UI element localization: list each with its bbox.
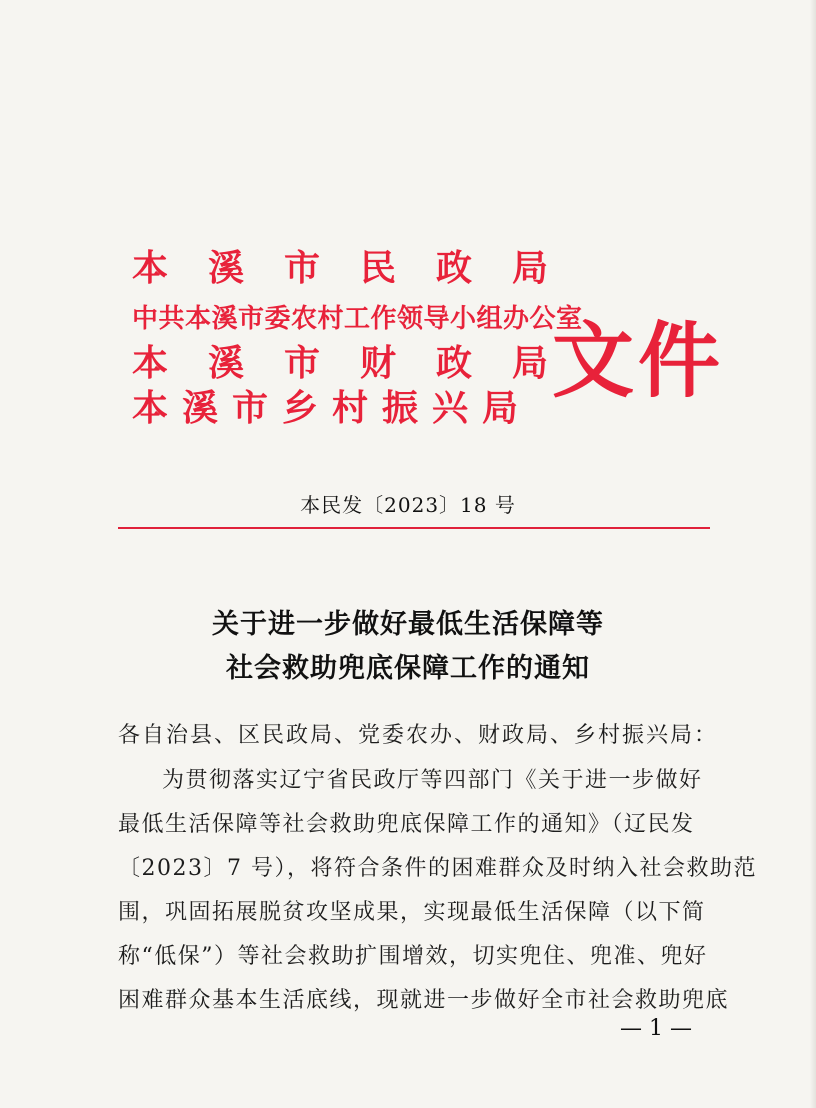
body-paragraph-line: 〔2023〕7 号），将符合条件的困难群众及时纳入社会救助范 <box>118 856 757 881</box>
addressee: 各自治县、区民政局、党委农办、财政局、乡村振兴局： <box>118 723 719 748</box>
page-number: — 1 — <box>620 1016 692 1041</box>
body-paragraph-line: 围，巩固拓展脱贫攻坚成果，实现最低生活保障（以下简 <box>118 900 706 925</box>
body-paragraph-line: 最低生活保障等社会救助兜底保障工作的通知》（辽民发 <box>118 812 695 837</box>
document-number: 本民发〔2023〕18 号 <box>300 493 516 517</box>
issuer-finance-bureau: 本溪市财政局 <box>132 342 589 384</box>
issuer-rural-work-office: 中共本溪市委农村工作领导小组办公室 <box>132 304 583 334</box>
body-paragraph-line: 称“低保”）等社会救助扩围增效，切实兜住、兜准、兜好 <box>118 944 708 969</box>
reverse-side-bleed <box>120 128 557 157</box>
document-type-label: 文件 <box>552 313 725 409</box>
document-title-line-1: 关于进一步做好最低生活保障等 <box>212 609 604 640</box>
issuer-civil-affairs-bureau: 本溪市民政局 <box>132 247 589 289</box>
body-paragraph-line: 为贯彻落实辽宁省民政厅等四部门《关于进一步做好 <box>162 768 703 793</box>
red-divider-line <box>118 527 710 529</box>
issuer-rural-revitalization-bureau: 本溪市乡村振兴局 <box>132 387 533 429</box>
body-paragraph-line: 困难群众基本生活底线，现就进一步做好全市社会救助兜底 <box>118 988 730 1013</box>
scan-edge-shadow <box>810 0 816 1108</box>
document-title-line-2: 社会救助兜底保障工作的通知 <box>226 653 590 684</box>
